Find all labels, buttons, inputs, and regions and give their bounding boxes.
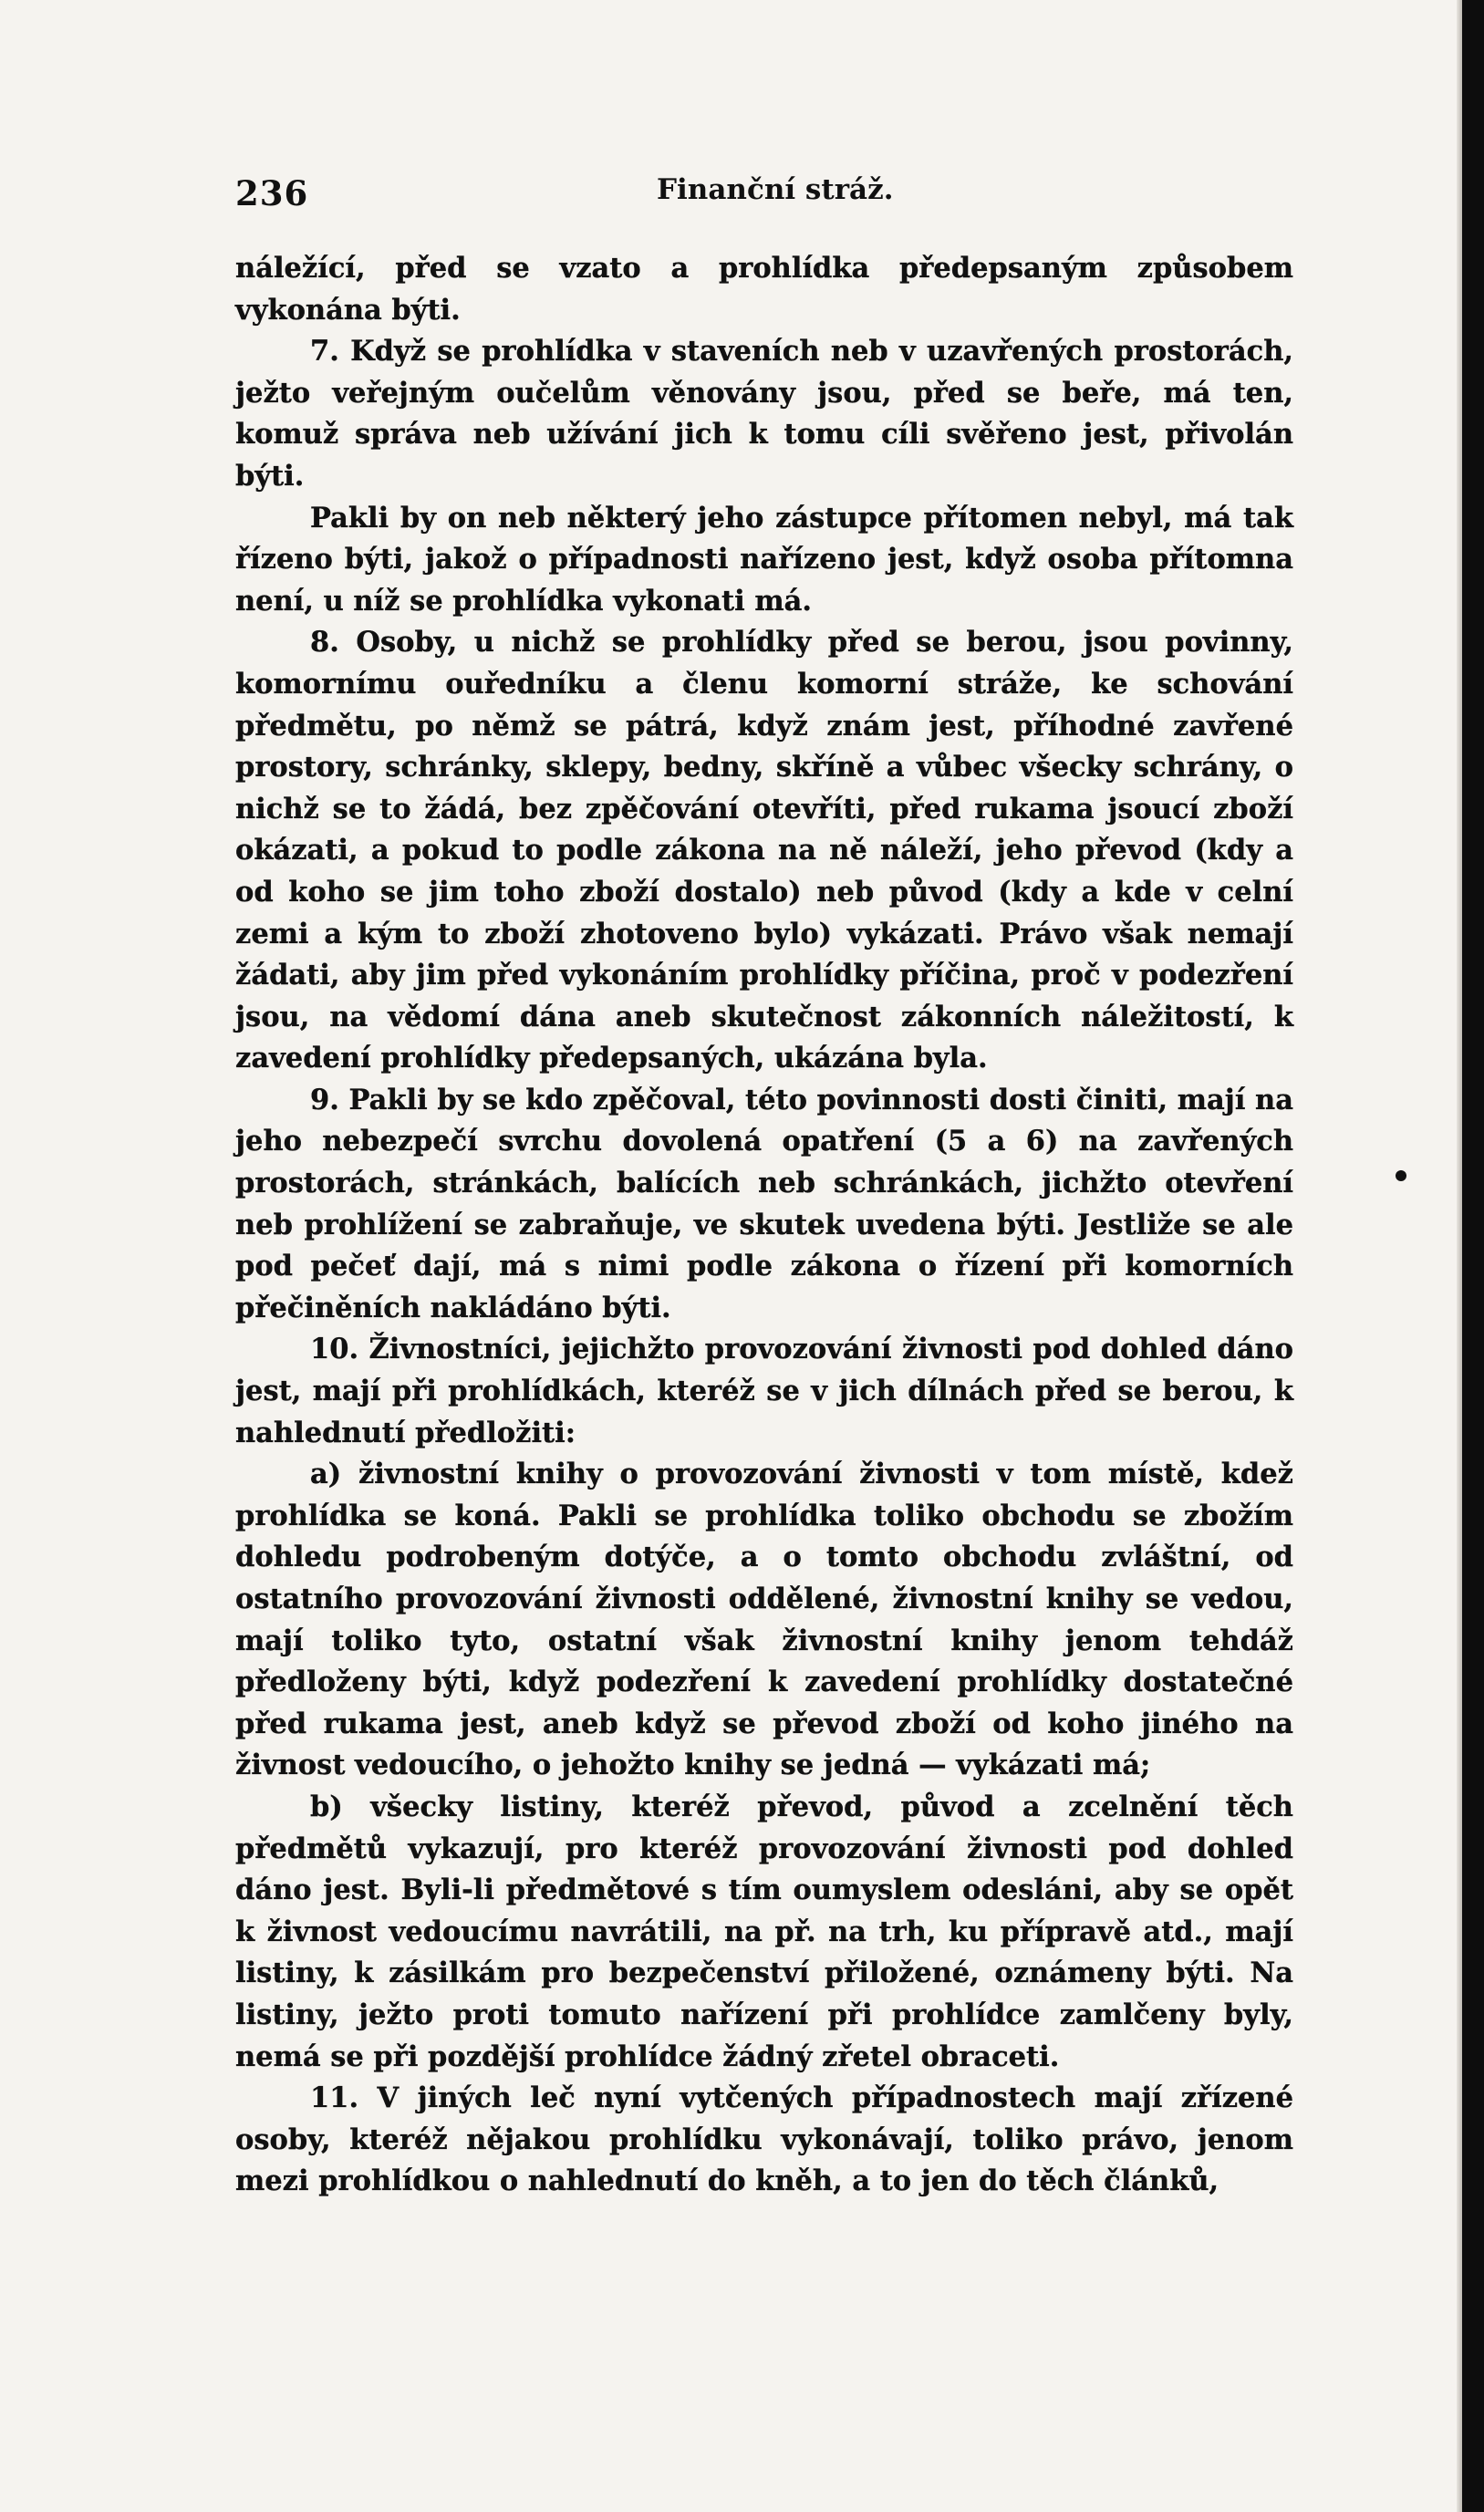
- page-number: 236: [235, 173, 309, 213]
- body-text: [235, 248, 1293, 2203]
- paragraph-8: 8. Osoby, u nichž se prohlídky před se berou, jsou povinny, komornímu ouředníku a členu komorní stráže, ke schování předmětu, po němž se pátrá, když znám jest, příhodné zavřené prostory, schránky, sklepy, bedny, skříně a vůbec všecky schrány, o nichž se to žádá, bez zpěčování otevříti, před rukama jsoucí zboží okázati, a pokud to podle zákona na ně náleží, jeho převod (kdy a od koho se jim toho zboží dostalo) neb původ (kdy a kde v celní zemi a kým to zboží zhotoveno bylo) vykázati. Právo však nemají žádati, aby jim před vykonáním prohlídky příčina, proč v podezření jsou, na vědomí dána aneb skutečnost zákonních náležitostí, k zavedení prohlídky předepsaných, ukázána byla.: [235, 626, 1293, 1075]
- paragraph-9: 9. Pakli by se kdo zpěčoval, této povinnosti dosti činiti, mají na jeho nebezpečí svrchu dovolená opatření (5 a 6) na zavřených prostorách, stránkách, balících neb schránkách, jichžto otevření neb prohlížení se zabraňuje, ve skutek uvedena býti. Jestliže se ale pod pečeť dají, má s nimi podle zákona o řízení při komorních přečiněních nakládáno býti.: [235, 1083, 1293, 1324]
- paragraph-7-cont: Pakli by on neb některý jeho zástupce přítomen nebyl, má tak řízeno býti, jakož o případnosti nařízeno jest, když osoba přítomna není, u níž se prohlídka vykonati má.: [235, 501, 1293, 618]
- margin-dot: [1396, 1170, 1406, 1181]
- page-header: [235, 137, 1293, 213]
- paragraph-10b: b) všecky listiny, kteréž převod, původ a zcelnění těch předmětů vykazují, pro kteréž provozování živnosti pod dohled dáno jest. Byli-li předmětové s tím oumyslem odesláni, aby se opět k živnost vedoucímu navrátili, na př. na trh, ku přípravě atd., mají listiny, k zásilkám pro bezpečenství přiložené, oznámeny býti. Na listiny, ježto proti tomuto nařízení při prohlídce zamlčeny byly, nemá se při pozdější prohlídce žádný zřetel obraceti.: [235, 1790, 1293, 2073]
- scan-border: [1462, 0, 1484, 2512]
- paragraph-10: 10. Živnostníci, jejichžto provozování živnosti pod dohled dáno jest, mají při prohlídkách, kteréž se v jich dílnách před se berou, k nahlednutí předložiti:: [235, 1333, 1293, 1449]
- paragraph-10a: a) živnostní knihy o provozování živnosti v tom místě, kdež prohlídka se koná. Pakli se prohlídka toliko obchodu se zbožím dohledu podrobeným dotýče, a o tomto obchodu zvláštní, od ostatního provozování živnosti oddělené, živnostní knihy se vedou, mají toliko tyto, ostatní však živnostní knihy jenom tehdáž předloženy býti, když podezření k zavedení prohlídky dostatečné před rukama jest, aneb když se převod zboží od koho jiného na živnost vedoucího, o jehožto knihy se jedná — vykázati má;: [235, 1458, 1293, 1782]
- paragraph-11: 11. V jiných leč nyní vytčených případnostech mají zřízené osoby, kteréž nějakou prohlídku vykonávají, toliko právo, jenom mezi prohlídkou o nahlednutí do kněh, a to jen do těch článků,: [235, 2081, 1293, 2198]
- paragraph-7: 7. Když se prohlídka v staveních neb v uzavřených prostorách, ježto veřejným oučelům věnovány jsou, před se beře, má ten, komuž správa neb užívání jich k tomu cíli svěřeno jest, přivolán býti.: [235, 335, 1293, 493]
- running-title: Finanční stráž.: [657, 173, 894, 206]
- document-page: [235, 137, 1293, 2203]
- paragraph-continuation: náležící, před se vzato a prohlídka předepsaným způsobem vykonána býti.: [235, 252, 1293, 327]
